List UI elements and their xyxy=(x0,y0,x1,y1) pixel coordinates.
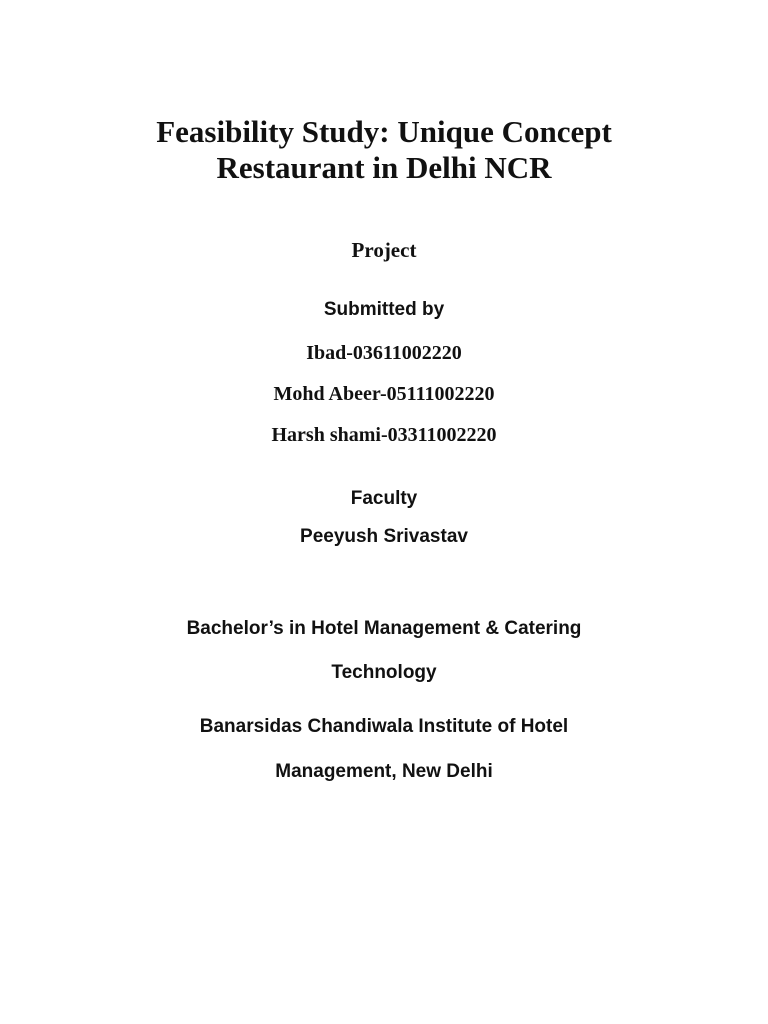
submitter-name: Mohd Abeer-05111002220 xyxy=(273,383,495,405)
degree-line-2: Technology xyxy=(331,662,437,683)
degree-line-1: Bachelor’s in Hotel Management & Catering xyxy=(186,618,582,639)
institute-line-1: Banarsidas Chandiwala Institute of Hotel xyxy=(199,716,569,737)
submitter-name: Harsh shami-03311002220 xyxy=(271,424,497,446)
project-label: Project xyxy=(351,238,417,262)
institute-line-2: Management, New Delhi xyxy=(275,761,493,782)
submitter-name: Ibad-03611002220 xyxy=(306,342,462,364)
submitted-by-label: Submitted by xyxy=(323,299,445,320)
document-title-line-1: Feasibility Study: Unique Concept xyxy=(156,114,612,149)
document-title-line-2: Restaurant in Delhi NCR xyxy=(216,150,552,185)
faculty-label: Faculty xyxy=(350,488,418,509)
faculty-name: Peeyush Srivastav xyxy=(300,526,468,547)
